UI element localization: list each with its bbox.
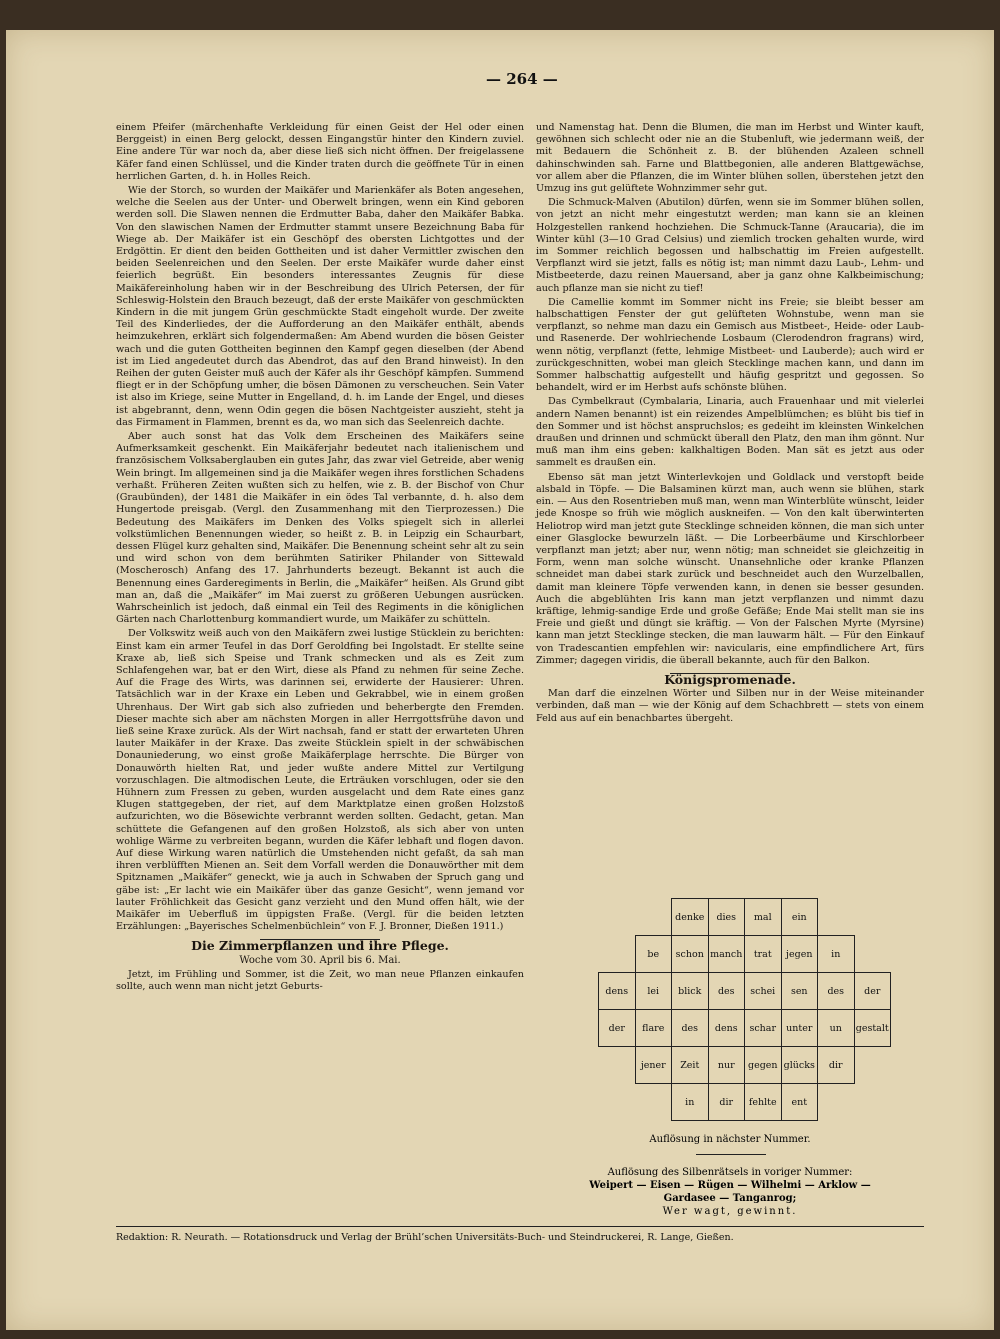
- left-column: [116, 122, 524, 995]
- puzzle-grid-cell: dens: [708, 1009, 746, 1047]
- puzzle-grid-cell: Zeit: [671, 1046, 709, 1084]
- previous-solution: [536, 1166, 924, 1218]
- paragraph: einem Pfeifer (märchenhafte Verkleidung für einen Geist der Hel oder einen Berggeist) in einen Berg gelockt, dessen Eingangstür hinter den Kindern zuviel. Eine andere Tür war noch da, aber diese ließ sich nicht öffnen. Der freigelassene Käfer fand einen Schlüssel, und die Kinder traten durch die geöffnete Tür in einen herrlichen Garten, d. h. in Holles Reich.: [116, 122, 524, 182]
- puzzle-grid-cell: un: [817, 1009, 855, 1047]
- puzzle-grid-cell: in: [671, 1083, 709, 1121]
- puzzle-grid-cell: dies: [708, 898, 746, 936]
- puzzle-solution-note: Auflösung in nächster Nummer.: [649, 1134, 811, 1145]
- previous-solution-line: Gardasee — Tanganrog;: [663, 1193, 797, 1204]
- puzzle-title: Königspromenade.: [664, 671, 796, 687]
- puzzle-grid-cell: unter: [781, 1009, 819, 1047]
- puzzle-grid-cell: lei: [635, 972, 673, 1010]
- divider: [696, 1154, 766, 1155]
- puzzle-grid-cell: gestalt: [854, 1009, 892, 1047]
- paragraph: Ebenso sät man jetzt Winterlevkojen und Goldlack und verstopft beide alsbald in Töpfe. — Die Balsaminen kürzt man, auch wenn sie blühen, stark ein. — Aus den Rosentrieben muß man, wenn man Winterblüte wünscht, leider jede Knospe so früh wie möglich auskneifen. — Von den kalt überwinterten Heliotrop wird man jetzt gute Stecklinge schneiden können, die man sich unter einer Glasglocke bewurzeln läßt. — Die Lorbeerbäume und Kirschlorbeer verpflanzt man jetzt; aber nur, wenn nötig; man schneidet sie gleichzeitig in Form, wenn man solche wünscht. Unansehnliche oder kranke Pflanzen schneidet man dabei stark zurück und beschneidet auch den Wurzelballen, damit man kleinere Töpfe verwenden kann, in denen sie besser gesunden. Auch die abgeblühten Iris kann man jetzt verpflanzen und nimmt dazu kräftige, lehmig-sandige Erde und große Gefäße; Ende Mai stellt man sie ins Freie und gießt und düngt sie kräftig. — Von der Falschen Myrte (Myrsine) kann man jetzt Stecklinge stecken, die man lauwarm hält. — Für den Einkauf von Tradescantien empfehlen wir: navicularis, eine empfindlichere Art, fürs Zimmer; dagegen viridis, die überall bekannte, auch für den Balkon.: [536, 471, 924, 666]
- puzzle-grid-cell: des: [671, 1009, 709, 1047]
- puzzle-grid-cell: jegen: [781, 935, 819, 973]
- right-column: [536, 122, 924, 727]
- puzzle-grid-cell: schon: [671, 935, 709, 973]
- paragraph: Wie der Storch, so wurden der Maikäfer und Marienkäfer als Boten angesehen, welche die Seelen aus der Unter- und Oberwelt bringen, wenn ein Kind geboren werden soll. Die Slawen nennen die Erdmutter Baba, daher den Maikäfer Babka. Von den slawischen Namen der Erdmutter stammt unsere Bezeichnung Baba für Wiege ab. Der Maikäfer ist ein Geschöpf des obersten Lichtgottes und der Erdgöttin. Er dient den beiden Gottheiten und ist daher Vermittler zwischen den beiden Seelenreichen und den Seelen. Der erste Maikäfer wurde daher einst feierlich begrüßt. Ein besonders interessantes Zeugnis für diese Maikäfereinholung haben wir in der Beschreibung des Ulrich Petersen, der für Schleswig-Holstein den Brauch bezeugt, daß der erste Maikäfer von geschmückten Kindern in die mit jungem Grün geschmückte Stadt eingeholt wurde. Der zweite Teil des Kinderliedes, der die Aufforderung an den Maikäfer enthält, abends heimzukehren, erklärt sich folgendermaßen: Am Abend wurden die bösen Geister wach und die guten Gottheiten beginnen den Kampf gegen dieselben (der Abend ist im Lied angedeutet durch das Abendrot, das auf den Brand hinweist). In den Reihen der guten Geister muß auch der Käfer als ihr Geschöpf kämpfen. Summend fliegt er in der Schöpfung umher, die bösen Dämonen zu verscheuchen. Sein Vater ist also im Kriege, seine Mutter in Engelland, d. h. im Lande der Engel, und dieses ist abgebrannt, denn, wenn Odin gegen die bösen Nachtgeister auszieht, steht ja das Firmament in Flammen, brennt es da, wo man sich das Seelenreich dachte.: [116, 185, 524, 428]
- puzzle-grid-cell: ein: [781, 898, 819, 936]
- footer-rule: [116, 1226, 924, 1227]
- previous-solution-title: Auflösung des Silbenrätsels in voriger Nummer:: [607, 1167, 853, 1178]
- previous-solution-line: Wer wagt, gewinnt.: [662, 1206, 798, 1217]
- puzzle-grid-cell: in: [817, 935, 855, 973]
- paragraph: Die Schmuck-Malven (Abutilon) dürfen, wenn sie im Sommer blühen sollen, von jetzt an nicht mehr eingestutzt werden; man kann sie an kleinen Holzgestellen rankend hochziehen. Die Schmuck-Tanne (Araucaria), die im Winter kühl (3—10 Grad Celsius) und ziemlich trocken gehalten wurde, wird im Sommer reichlich begossen und halbschattig im Freien aufgestellt. Verpflanzt wird sie jetzt, falls es nötig ist; man nimmt dazu Laub-, Lehm- und Mistbeeterde, dazu reinen Mauersand, aber ja ganz ohne Kalkbeimischung; auch pflanze man sie nicht zu tief!: [536, 197, 924, 294]
- puzzle-grid-cell: be: [635, 935, 673, 973]
- paragraph: Jetzt, im Frühling und Sommer, ist die Zeit, wo man neue Pflanzen einkaufen sollte, auch wenn man nicht jetzt Geburts-: [116, 968, 524, 993]
- puzzle-grid-cell: denke: [671, 898, 709, 936]
- puzzle-grid-cell: sen: [781, 972, 819, 1010]
- puzzle-grid-cell: dir: [708, 1083, 746, 1121]
- section-title: Die Zimmerpflanzen und ihre Pflege.: [191, 938, 449, 954]
- puzzle-grid: [598, 898, 890, 1128]
- paragraph: Das Cymbelkraut (Cymbalaria, Linaria, auch Frauenhaar und mit vielerlei andern Namen benannt) ist ein reizendes Ampelblümchen; es blüht bis tief in den Sommer und ist höchst anspruchslos; es gedeiht im kleinsten Winkelchen draußen und drinnen und schmückt überall den Platz, den man ihm gönnt. Nur muß man ihm eins geben: kalkhaltigen Boden. Man sät es jetzt aus oder sammelt es draußen ein.: [536, 396, 924, 469]
- puzzle-grid-cell: ent: [781, 1083, 819, 1121]
- paragraph: Der Volkswitz weiß auch von den Maikäfern zwei lustige Stücklein zu berichten: Einst kam ein armer Teufel in das Dorf Geroldfing bei Ingolstadt. Er stellte seine Kraxe ab, ließ sich Speise und Trank schmecken und als es Zeit zum Schlafengehen war, bat er den Wirt, diese als Pfand zu nehmen für seine Zeche. Auf die Frage des Wirts, was darinnen sei, erwiderte der Hausierer: Uhren. Tatsächlich war in der Kraxe ein Leben und Gekrabbel, wie in einem großen Uhrenhaus. Der Wirt gab sich also zufrieden und beherbergte den Fremden. Dieser machte sich aber am nächsten Morgen in aller Herrgottsfrühe davon und ließ seine Kraxe zurück. Als der Wirt nachsah, fand er statt der erwarteten Uhren lauter Maikäfer in der Kraxe. Das zweite Stücklein spielt in der schwäbischen Donauniederung, wo einst große Maikäferplage herrschte. Die Bürger von Donauwörth hielten Rat, und jeder wußte andere Mittel zur Vertilgung vorzuschlagen. Die altmodischen Leute, die Erträuken vorschlugen, oder sie den Hühnern zum Fressen zu geben, wurden ausgelacht und dem Rate eines ganz Klugen stattgegeben, der riet, auf dem Marktplatze einen großen Holzstoß aufzurichten, wo die Bösewichte verbrannt werden sollten. Gedacht, getan. Man schüttete die Gefangenen auf den großen Holzstoß, als sich aber von unten wohlige Wärme zu verbreiten begann, wurden die Käfer lebhaft und flogen davon. Auf diese Wirkung waren natürlich die Umstehenden nicht gefaßt, da sah man ihren verblüfften Mienen an. Seit dem Vorfall werden die Donauwörther mit dem Spitznamen „Maikäfer“ geneckt, wie ja auch in Schwaben der Spruch gang und gäbe ist: „Er lacht wie ein Maikäfer über das ganze Gesicht“, wenn jemand vor lauter Fröhlichkeit das Gesicht ganz verzieht und den Mund offen hält, wie der Maikäfer im Ueberfluß im üppigsten Fraße. (Vergl. für die beiden letzten Erzählungen: „Bayerisches Schelmenbüchlein“ von F. J. Bronner, Dießen 1911.): [116, 628, 524, 933]
- puzzle-grid-cell: flare: [635, 1009, 673, 1047]
- paragraph: Aber auch sonst hat das Volk dem Erscheinen des Maikäfers seine Aufmerksamkeit geschenkt. Ein Maikäferjahr bedeutet nach italienischem und französischem Volksaberglauben ein gutes Jahr, das zwar viel Getreide, aber wenig Wein bringt. Im allgemeinen sind ja die Maikäfer wegen ihres forstlichen Schadens verhaßt. Früheren Zeiten wußten sich zu helfen, wie z. B. der Bischof von Chur (Graubünden), der 1481 die Maikäfer in ein ödes Tal verbannte, d. h. also dem Hungertode preisgab. (Vergl. den Zusammenhang mit den Tierprozessen.) Die Bedeutung des Maikäfers im Denken des Volks spiegelt sich in allerlei volkstümlichen Benennungen wieder, so heißt z. B. in Leipzig ein Schaurbart, dessen Flügel kurz gehalten sind, Maikäfer. Die Benennung scheint sehr alt zu sein und wird schon von dem berühmten Satiriker Philander von Sittewald (Moscherosch) Anfang des 17. Jahrhunderts bezeugt. Bekannt ist auch die Benennung eines Garderegiments in Berlin, die „Maikäfer“ heißen. Als Grund gibt man an, daß die „Maikäfer“ im Mai zuerst zu größeren Uebungen ausrücken. Wahrscheinlich ist jedoch, daß einmal ein Teil des Regiments in die königlichen Gärten nach Charlottenburg kommandiert wurde, um Maikäfer zu schütteln.: [116, 431, 524, 626]
- puzzle-grid-cell: schei: [744, 972, 782, 1010]
- puzzle-grid-cell: mal: [744, 898, 782, 936]
- puzzle-grid-cell: trat: [744, 935, 782, 973]
- puzzle-grid-cell: glücks: [781, 1046, 819, 1084]
- puzzle-grid-cell: dens: [598, 972, 636, 1010]
- puzzle-grid-cell: der: [598, 1009, 636, 1047]
- puzzle-grid-cell: dir: [817, 1046, 855, 1084]
- puzzle-grid-cell: der: [854, 972, 892, 1010]
- puzzle-grid-cell: blick: [671, 972, 709, 1010]
- puzzle-grid-cell: jener: [635, 1046, 673, 1084]
- puzzle-grid-cell: nur: [708, 1046, 746, 1084]
- paragraph: Die Camellie kommt im Sommer nicht ins Freie; sie bleibt besser am halbschattigen Fenster der gut gelüfteten Wohnstube, wenn man sie verpflanzt, so nehme man dazu ein Gemisch aus Mistbeet-, Heide- oder Laub- und Rasenerde. Der wohlriechende Losbaum (Clerodendron fragrans) wird, wenn nötig, verpflanzt (fette, lehmige Mistbeet- und Lauberde); auch wird er zurückgeschnitten, wobei man gleich Stecklinge machen kann, und dann im Sommer halbschattig aufgestellt und häufig gespritzt und gegossen. So behandelt, wird er im Herbst aufs schönste blühen.: [536, 296, 924, 394]
- puzzle-grid-cell: schar: [744, 1009, 782, 1047]
- newspaper-page: [6, 30, 994, 1330]
- puzzle-grid-cell: des: [708, 972, 746, 1010]
- puzzle-grid-cell: fehlte: [744, 1083, 782, 1121]
- page-number: — 264 —: [486, 70, 558, 88]
- puzzle-grid-cell: des: [817, 972, 855, 1010]
- paragraph: und Namenstag hat. Denn die Blumen, die man im Herbst und Winter kauft, gewöhnen sich schlecht oder nie an die Stubenluft, wie jedermann weiß, der mit Bedauern die Schönheit z. B. der blühenden Azaleen schnell dahinschwinden sah. Farne und Blattbegonien, alle anderen Blattgewächse, vor allem aber die Pflanzen, die im Winter blühen sollen, überstehen jetzt den Umzug ins gut gelüftete Wohnzimmer sehr gut.: [536, 122, 924, 195]
- footer-imprint: Redaktion: R. Neurath. — Rotationsdruck und Verlag der Brühl’schen Universitäts-Buch- und Steindruckerei, R. Lange, Gießen.: [116, 1232, 734, 1243]
- previous-solution-line: Weipert — Eisen — Rügen — Wilhelmi — Arklow —: [589, 1180, 871, 1191]
- puzzle-grid-cell: gegen: [744, 1046, 782, 1084]
- puzzle-text: Man darf die einzelnen Wörter und Silben nur in der Weise miteinander verbinden, daß man — wie der König auf dem Schachbrett — stets von einem Feld aus auf ein benachbartes übergeht.: [536, 688, 924, 724]
- puzzle-grid-cell: manch: [708, 935, 746, 973]
- section-subtitle: Woche vom 30. April bis 6. Mai.: [239, 954, 401, 966]
